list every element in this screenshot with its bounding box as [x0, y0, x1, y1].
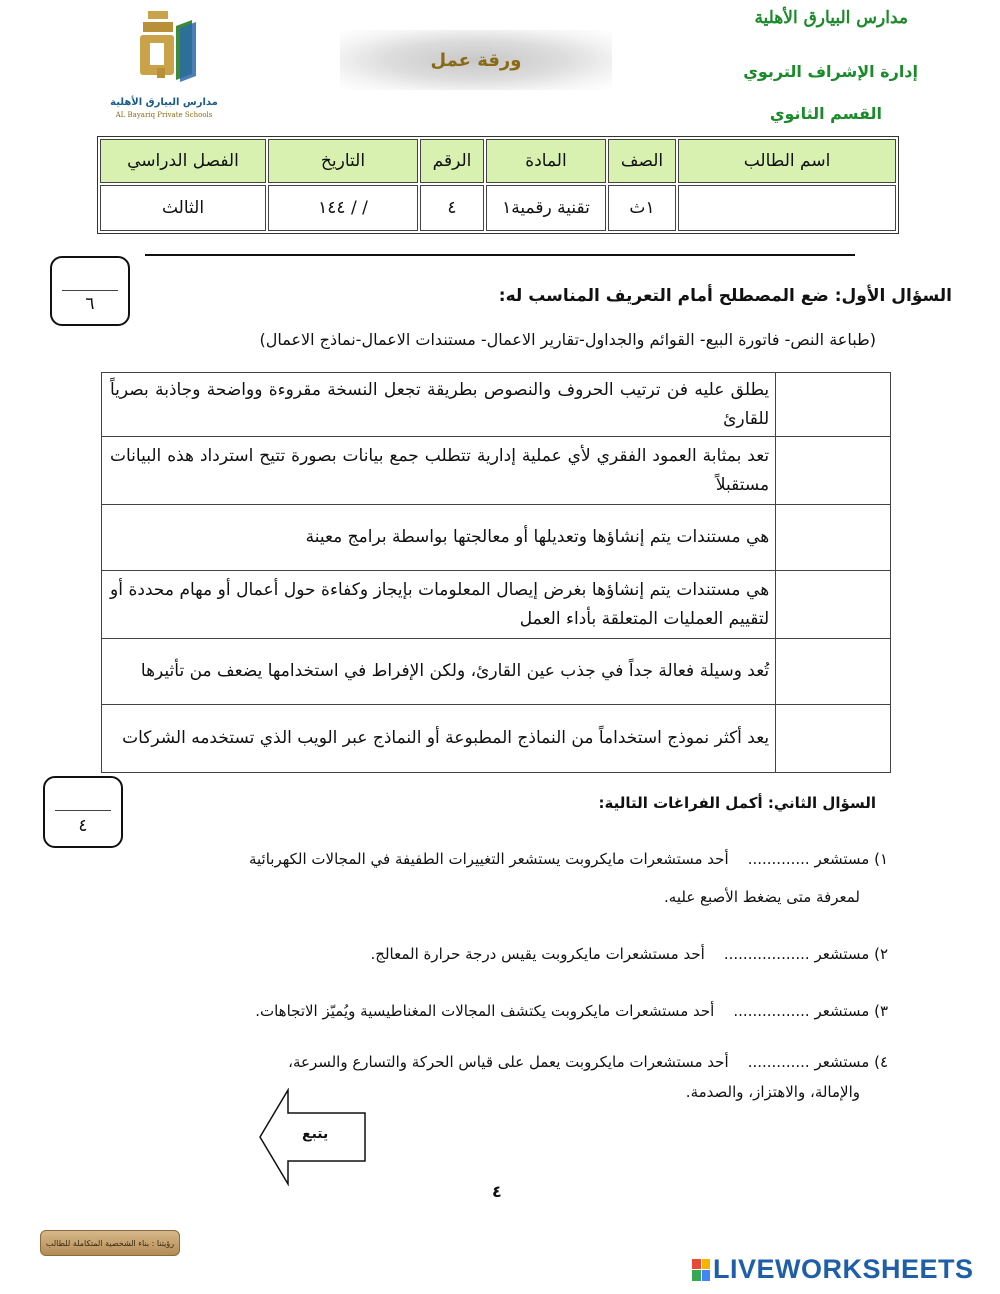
item-text: أحد مستشعرات مايكروبت يعمل على قياس الحركة والتسارع والسرعة، [288, 1053, 729, 1071]
item-text-continued: لمعرفة متى يضغط الأصبع عليه. [664, 888, 860, 906]
definition-text: يعد أكثر نموذج استخداماً من النماذج المطبوعة أو النماذج عبر الويب الذي تستخدمه الشركات [102, 705, 776, 773]
info-value-row [100, 185, 896, 231]
definition-row [102, 373, 891, 437]
definition-text: تُعد وسيلة فعالة جداً في جذب عين القارئ، ولكن الإفراط في استخدامها يضعف من تأثيرها [102, 639, 776, 705]
worksheet-title: ورقة عمل [430, 49, 522, 71]
liveworksheets-wordmark: LIVEWORKSHEETS [713, 1254, 974, 1284]
item-text: أحد مستشعرات مايكروبت يستشعر التغييرات الطفيفة في المجالات الكهربائية [248, 850, 729, 868]
liveworksheets-brand[interactable] [692, 1254, 974, 1285]
fill-blank-item [108, 992, 888, 1030]
definitions-table [101, 372, 891, 773]
item-blank[interactable]: مستشعر ................ [733, 1002, 870, 1020]
department-name: إدارة الإشراف التربوي [743, 62, 918, 81]
student-info-table [97, 136, 899, 234]
question2-score-box [43, 776, 123, 848]
item-number: ٤) [874, 1053, 888, 1071]
page-number: ٤ [492, 1182, 502, 1201]
score-divider-line [55, 810, 111, 811]
student-name-field[interactable] [678, 185, 896, 231]
answer-cell[interactable] [776, 639, 891, 705]
header-subject: المادة [486, 139, 606, 183]
definition-row [102, 571, 891, 639]
question2-title: السؤال الثاني: أكمل الفراغات التالية: [598, 794, 876, 812]
item-text-continued: والإمالة، والاهتزاز، والصدمة. [685, 1083, 860, 1101]
question1-terms: (طباعة النص- فاتورة البيع- القوائم والجداول-تقارير الاعمال- مستندات الاعمال-نماذج الاعمال) [259, 330, 876, 349]
question2-score: ٤ [78, 816, 88, 836]
number-value: ٤ [420, 185, 484, 231]
item-text: أحد مستشعرات مايكروبت يقيس درجة حرارة المعالج. [370, 945, 705, 963]
fill-blank-item [108, 1043, 888, 1111]
definition-text: هي مستندات يتم إنشاؤها وتعديلها أو معالجتها بواسطة برامج معينة [102, 505, 776, 571]
answer-cell[interactable] [776, 373, 891, 437]
fill-blank-item [108, 935, 888, 973]
logo-text-arabic: مدارس البيارق الأهلية [110, 97, 218, 108]
answer-cell[interactable] [776, 505, 891, 571]
fill-blank-item [108, 840, 888, 916]
question1-score: ٦ [85, 294, 95, 314]
definition-text: يطلق عليه فن ترتيب الحروف والنصوص بطريقة تجعل النسخة مقروءة وواضحة وجاذبة بصرياً للقارئ [102, 373, 776, 437]
grade-value: ١ث [608, 185, 676, 231]
definition-row [102, 437, 891, 505]
question1-title: السؤال الأول: ضع المصطلح أمام التعريف المناسب له: [498, 286, 952, 306]
item-number: ٢) [874, 945, 888, 963]
worksheet-title-banner [340, 30, 612, 90]
item-blank[interactable]: مستشعر .................. [723, 945, 870, 963]
item-text: أحد مستشعرات مايكروبت يكتشف المجالات المغناطيسية ويُميّز الاتجاهات. [255, 1002, 715, 1020]
item-number: ٣) [874, 1002, 888, 1020]
header-student-name: اسم الطالب [678, 139, 896, 183]
definition-row [102, 639, 891, 705]
date-value: / / ١٤٤ [268, 185, 418, 231]
follow-arrow [258, 1088, 368, 1186]
school-logo [110, 8, 220, 126]
answer-cell[interactable] [776, 571, 891, 639]
header-grade: الصف [608, 139, 676, 183]
definition-row [102, 505, 891, 571]
item-number: ١) [874, 850, 888, 868]
info-header-row [100, 139, 896, 183]
definition-text: تعد بمثابة العمود الفقري لأي عملية إدارية تتطلب جمع بيانات بصورة تتيح استرداد هذه البيانات مستقبلاً [102, 437, 776, 505]
school-logo-mark [110, 8, 220, 98]
definition-text: هي مستندات يتم إنشاؤها بغرض إيصال المعلومات بإيجاز وكفاءة حول أعمال أو مهام محددة أو لتقييم العمليات المتعلقة بأداء العمل [102, 571, 776, 639]
school-motto [40, 1230, 180, 1256]
header-number: الرقم [420, 139, 484, 183]
answer-cell[interactable] [776, 437, 891, 505]
school-name: مدارس البيارق الأهلية [754, 8, 908, 28]
answer-cell[interactable] [776, 705, 891, 773]
motto-text: رؤيتنا : بناء الشخصية المتكاملة للطالب [45, 1238, 175, 1248]
definition-row [102, 705, 891, 773]
subject-value: تقنية رقمية١ [486, 185, 606, 231]
item-blank[interactable]: مستشعر ............. [747, 1053, 870, 1071]
header-semester: الفصل الدراسي [100, 139, 266, 183]
follow-label: يتبع [302, 1126, 329, 1142]
question1-score-box [50, 256, 130, 326]
header-date: التاريخ [268, 139, 418, 183]
item-blank[interactable]: مستشعر ............. [747, 850, 870, 868]
logo-text-english: AL Bayariq Private Schools [115, 111, 213, 119]
section-name: القسم الثانوي [769, 104, 882, 123]
section-divider [145, 254, 855, 256]
score-divider-line [62, 290, 118, 291]
liveworksheets-logo-icon [692, 1259, 710, 1281]
semester-value: الثالث [100, 185, 266, 231]
